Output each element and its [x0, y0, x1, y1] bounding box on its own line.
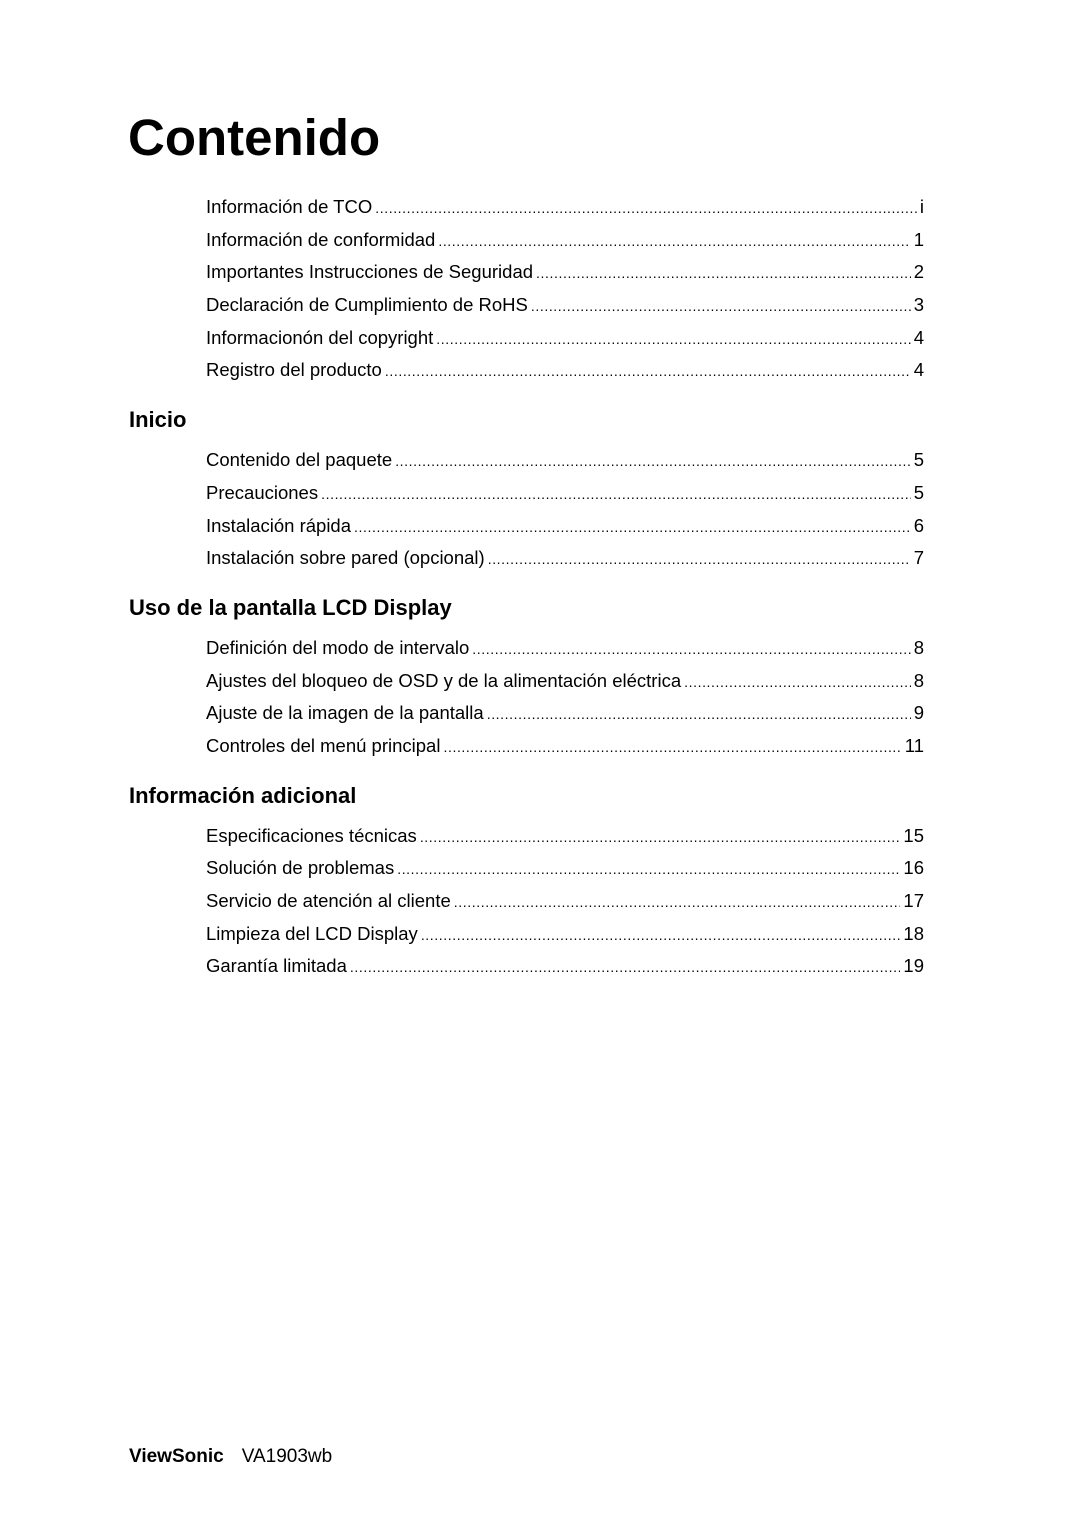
toc-entry[interactable]	[206, 950, 924, 983]
section-heading-informacion-adicional: Información adicional	[129, 782, 357, 808]
toc-entry-label: Solución de problemas	[206, 857, 395, 879]
toc-entry[interactable]	[206, 697, 924, 730]
toc-group-general	[206, 191, 924, 387]
toc-entry-page: 5	[913, 449, 924, 471]
toc-entry-page: 9	[913, 702, 924, 724]
dot-leader	[375, 192, 917, 225]
toc-entry-label: Precauciones	[206, 481, 319, 503]
toc-entry-page: 17	[903, 890, 924, 911]
toc-entry[interactable]	[206, 632, 924, 665]
toc-entry-page: 3	[913, 294, 924, 316]
toc-entry[interactable]	[206, 665, 924, 698]
toc-entry-label: Contenido del paquete	[206, 449, 393, 471]
toc-entry-label: Declaración de Cumplimiento de RoHS	[206, 294, 528, 316]
toc-entry-page: 4	[913, 359, 924, 381]
dot-leader	[420, 821, 901, 854]
toc-entry-label: Definición del modo de intervalo	[206, 636, 470, 658]
toc-entry[interactable]	[206, 510, 924, 543]
page-footer	[129, 1447, 332, 1466]
toc-entry-label: Ajustes del bloqueo de OSD y de la alimentación eléctrica	[206, 669, 682, 691]
toc-entry-page: 4	[913, 326, 924, 348]
footer-model: VA1903wb	[241, 1446, 333, 1467]
toc-entry-page: 2	[913, 261, 924, 283]
dot-leader	[438, 225, 910, 258]
toc-entry-page: 16	[903, 857, 924, 879]
toc-entry-page: 18	[903, 922, 924, 944]
toc-entry-page: 8	[913, 636, 924, 658]
dot-leader	[536, 257, 911, 290]
toc-entry-label: Importantes Instrucciones de Seguridad	[206, 261, 534, 283]
toc-entry-label: Instalación sobre pared (opcional)	[206, 547, 485, 569]
dot-leader	[531, 290, 911, 323]
dot-leader	[421, 919, 901, 952]
footer-brand: ViewSonic	[129, 1446, 224, 1467]
dot-leader	[395, 445, 911, 478]
toc-entry-label: Servicio de atención al cliente	[206, 890, 451, 911]
toc-entry-page: 1	[913, 228, 924, 250]
toc-entry-page: 15	[903, 824, 924, 846]
section-heading-inicio: Inicio	[129, 407, 187, 433]
dot-leader	[684, 666, 911, 699]
toc-entry[interactable]	[206, 820, 924, 853]
toc-entry-label: Información de TCO	[206, 196, 373, 217]
toc-entry[interactable]	[206, 885, 924, 918]
dot-leader	[454, 886, 901, 919]
toc-entry-label: Registro del producto	[206, 359, 382, 381]
dot-leader	[354, 511, 911, 544]
toc-entry-label: Garantía limitada	[206, 955, 347, 977]
dot-leader	[350, 951, 901, 984]
toc-entry[interactable]	[206, 477, 924, 510]
toc-entry-label: Informacionón del copyright	[206, 326, 434, 348]
toc-entry-page: i	[919, 196, 924, 217]
toc-entry-label: Especificaciones técnicas	[206, 824, 417, 846]
dot-leader	[472, 633, 910, 666]
toc-group-inicio	[206, 444, 924, 575]
toc-entry-page: 6	[913, 514, 924, 536]
toc-group-informacion-adicional	[206, 820, 924, 983]
section-heading-uso-pantalla: Uso de la pantalla LCD Display	[129, 594, 452, 620]
toc-entry-page: 8	[913, 669, 924, 691]
toc-entry-page: 5	[913, 481, 924, 503]
dot-leader	[443, 731, 901, 764]
toc-entry[interactable]	[206, 191, 924, 224]
toc-entry[interactable]	[206, 289, 924, 322]
toc-entry-label: Ajuste de la imagen de la pantalla	[206, 702, 484, 724]
toc-entry[interactable]	[206, 256, 924, 289]
toc-entry[interactable]	[206, 224, 924, 257]
toc-entry[interactable]	[206, 730, 924, 763]
toc-entry-label: Limpieza del LCD Display	[206, 922, 418, 944]
toc-entry[interactable]	[206, 444, 924, 477]
toc-group-uso-pantalla	[206, 632, 924, 763]
page-title: Contenido	[128, 109, 381, 166]
toc-entry-page: 19	[903, 955, 924, 977]
dot-leader	[488, 543, 911, 576]
dot-leader	[487, 698, 911, 731]
dot-leader	[321, 478, 911, 511]
toc-entry-label: Controles del menú principal	[206, 734, 441, 756]
dot-leader	[397, 853, 900, 886]
table-of-contents	[0, 191, 1080, 983]
toc-entry[interactable]	[206, 852, 924, 885]
toc-entry-label: Instalación rápida	[206, 514, 352, 536]
toc-entry[interactable]	[206, 542, 924, 575]
toc-entry-label: Información de conformidad	[206, 228, 436, 250]
dot-leader	[385, 355, 911, 388]
toc-entry-page: 11	[904, 734, 924, 756]
toc-entry[interactable]	[206, 354, 924, 387]
toc-entry[interactable]	[206, 918, 924, 951]
toc-entry[interactable]	[206, 322, 924, 355]
dot-leader	[436, 323, 910, 356]
toc-entry-page: 7	[913, 547, 924, 569]
